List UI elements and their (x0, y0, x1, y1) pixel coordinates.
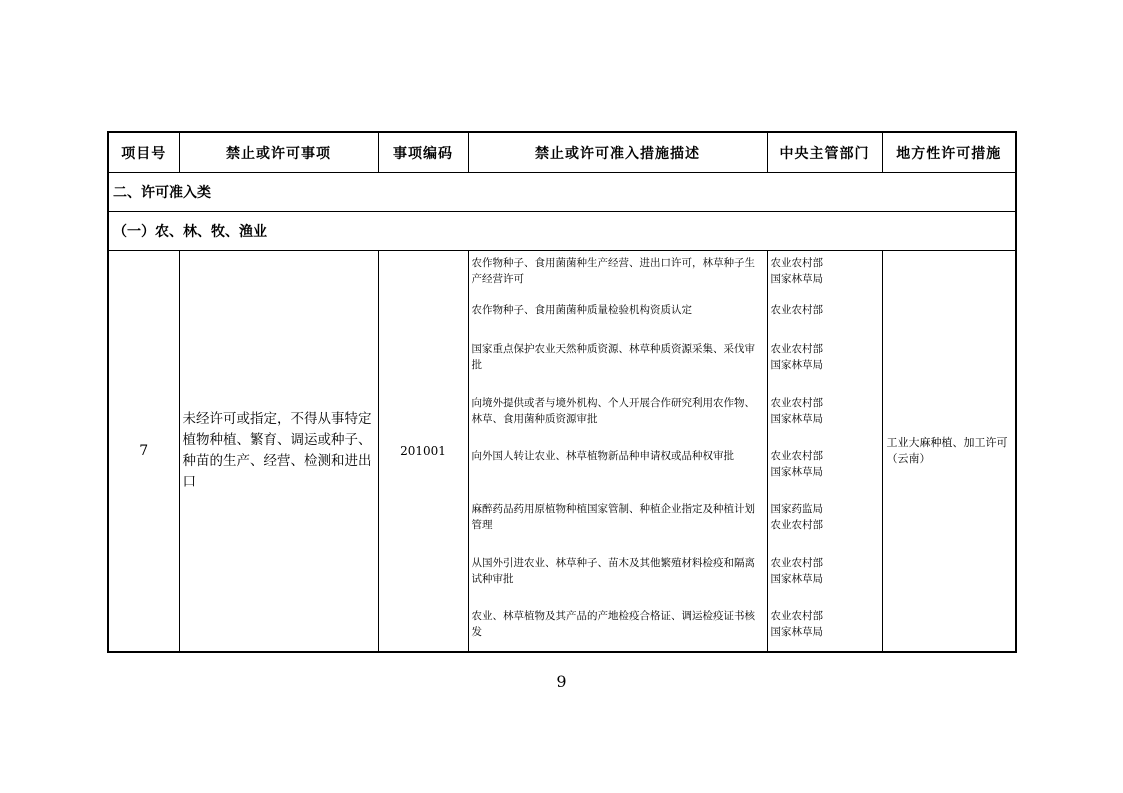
department-name: 农业农村部 (770, 343, 823, 355)
measure-entry: 从国外引进农业、林草种子、苗木及其他繁殖材料检疫和隔离试种审批 (471, 557, 755, 585)
department-entry (771, 395, 879, 427)
local-measure: 工业大麻种植、加工许可（云南） (882, 251, 1016, 653)
measures-cell (468, 251, 767, 653)
department-name: 农业农村部 (770, 610, 823, 622)
header-measure-description: 禁止或许可准入措施描述 (468, 132, 767, 173)
department-name: 农业农村部 (770, 557, 823, 569)
departments-cell (767, 251, 882, 653)
department-entry (771, 608, 879, 640)
header-item-number: 项目号 (108, 132, 179, 173)
subsection-title: （一）农、林、牧、渔业 (108, 212, 1016, 251)
table-header-row (108, 132, 1016, 173)
departments-list (768, 251, 882, 651)
header-local-measure: 地方性许可措施 (882, 132, 1016, 173)
department-name: 农业农村部 (770, 450, 823, 462)
department-name: 国家林草局 (770, 466, 823, 478)
department-name: 农业农村部 (770, 397, 823, 409)
measure-entry: 国家重点保护农业天然种质资源、林草种质资源采集、采伐审批 (471, 343, 755, 371)
measure-entry: 农作物种子、食用菌菌种生产经营、进出口许可，林草种子生产经营许可 (471, 257, 755, 285)
measure-entry: 农作物种子、食用菌菌种质量检验机构资质认定 (471, 304, 692, 316)
department-name: 国家林草局 (770, 359, 823, 371)
department-entry (771, 255, 879, 287)
item-description: 未经许可或指定，不得从事特定植物种植、繁育、调运或种子、种苗的生产、经营、检测和进出口 (179, 251, 378, 653)
item-code: 201001 (378, 251, 468, 653)
market-access-table (107, 131, 1017, 653)
department-name: 国家林草局 (770, 573, 823, 585)
department-name: 国家林草局 (770, 626, 823, 638)
header-item: 禁止或许可事项 (179, 132, 378, 173)
table-row (108, 251, 1016, 653)
department-name: 国家林草局 (770, 273, 823, 285)
department-entry (771, 501, 879, 533)
measure-entry: 麻醉药品药用原植物种植国家管制、种植企业指定及种植计划管理 (471, 503, 755, 531)
department-entry (771, 448, 879, 480)
subsection-row (108, 212, 1016, 251)
department-name: 农业农村部 (770, 519, 823, 531)
item-number: 7 (108, 251, 179, 653)
department-name: 国家林草局 (770, 413, 823, 425)
department-name: 农业农村部 (770, 304, 823, 316)
page-number: 9 (556, 672, 567, 691)
department-entry (771, 555, 879, 587)
department-entry (771, 302, 879, 318)
header-code: 事项编码 (378, 132, 468, 173)
department-name: 农业农村部 (770, 257, 823, 269)
measure-entry: 向外国人转让农业、林草植物新品种申请权或品种权审批 (471, 450, 734, 462)
section-row (108, 173, 1016, 212)
measures-list (469, 251, 767, 651)
department-entry (771, 341, 879, 373)
section-title: 二、许可准入类 (108, 173, 1016, 212)
measure-entry: 向境外提供或者与境外机构、个人开展合作研究利用农作物、林草、食用菌种质资源审批 (471, 397, 755, 425)
measure-entry: 农业、林草植物及其产品的产地检疫合格证、调运检疫证书核发 (471, 610, 755, 638)
header-central-department: 中央主管部门 (767, 132, 882, 173)
department-name: 国家药监局 (770, 503, 823, 515)
